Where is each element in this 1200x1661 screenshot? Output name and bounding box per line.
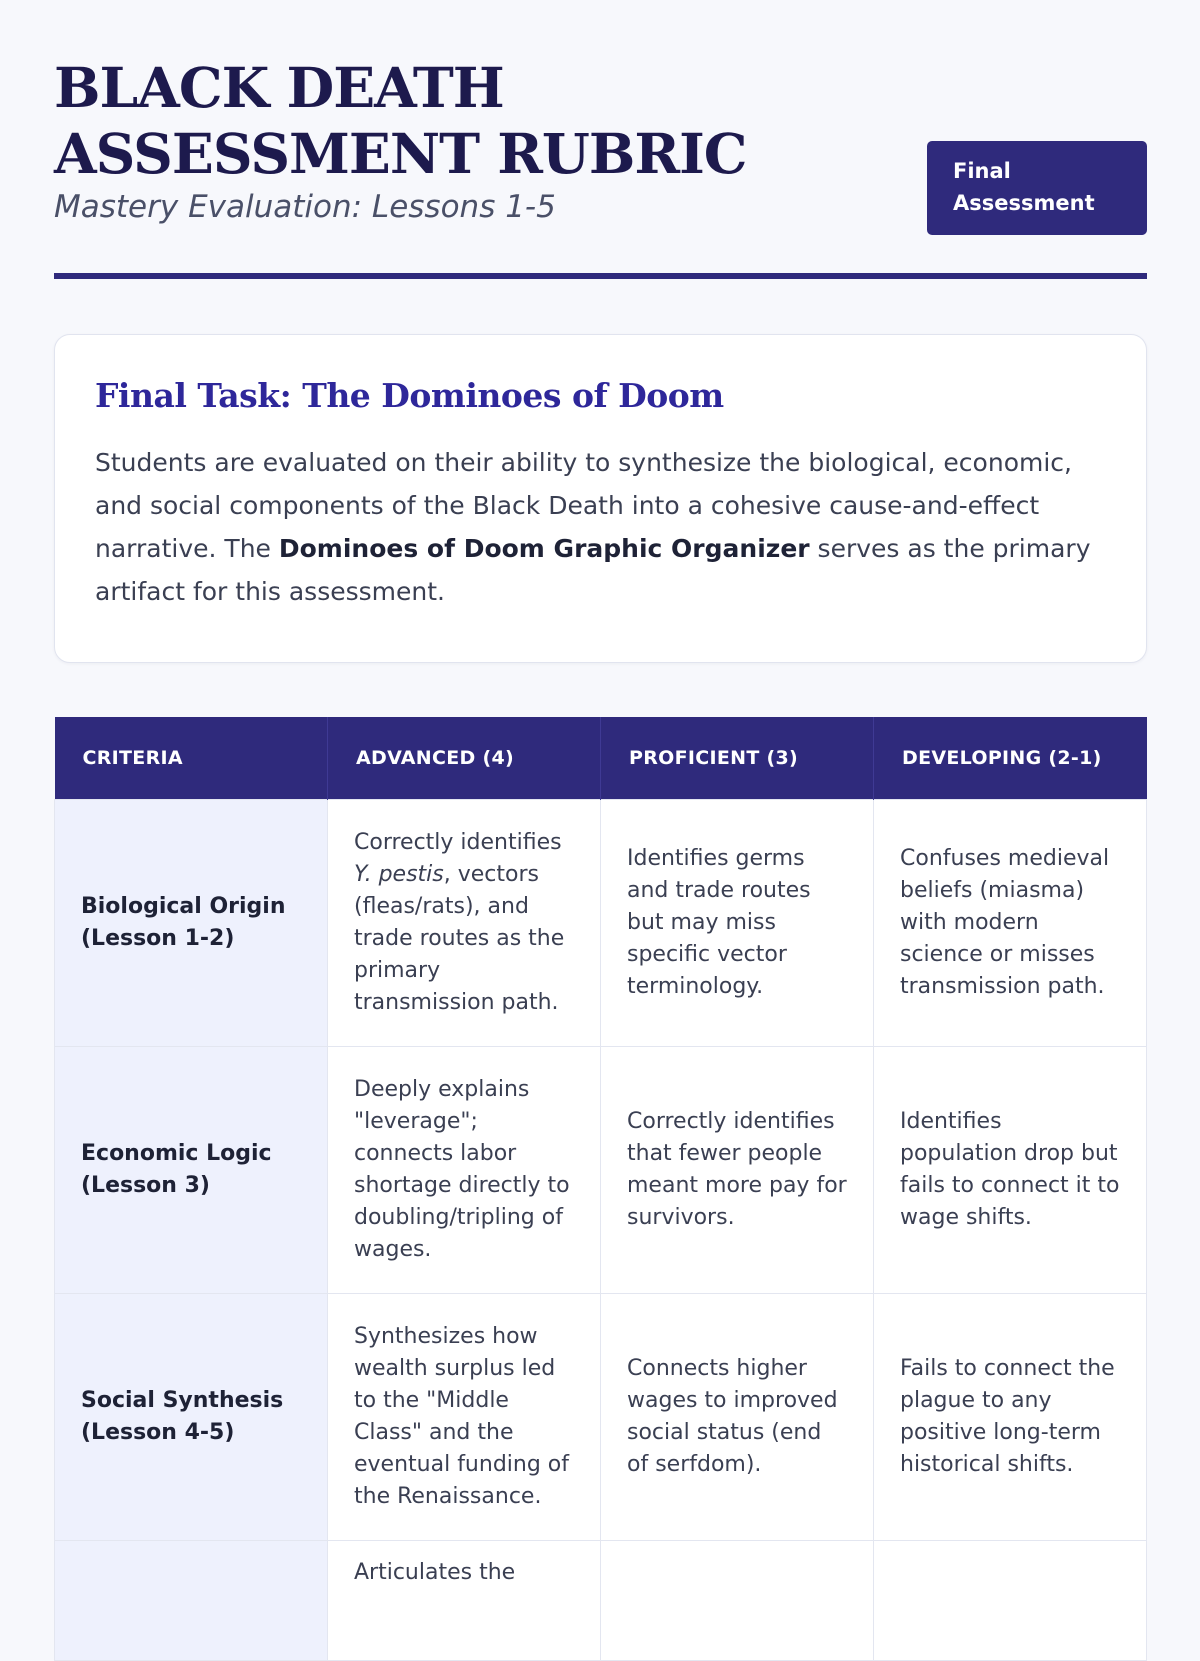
advanced-cell: Synthesizes how wealth surplus led to the "Middle Class" and the eventual funding of the Renaissance.	[328, 1293, 601, 1540]
criteria-name: Biological Origin	[81, 893, 286, 919]
header-proficient: PROFICIENT (3)	[601, 717, 874, 799]
header-divider	[54, 273, 1147, 279]
task-description	[95, 441, 1106, 613]
criteria-cell	[55, 1293, 328, 1540]
advanced-cell: Deeply explains "leverage"; connects labor shortage directly to doubling/tripling of wages.	[328, 1046, 601, 1293]
developing-cell: Fails to connect the plague to any positive long-term historical shifts.	[874, 1293, 1147, 1540]
table-row	[55, 1046, 1147, 1293]
advanced-text-after: , vectors (fleas/rats), and trade routes as the primary transmission path.	[354, 861, 565, 1015]
advanced-text-italic: Y. pestis	[354, 861, 444, 887]
developing-cell	[874, 1540, 1147, 1660]
advanced-cell	[328, 799, 601, 1046]
criteria-cell	[55, 1046, 328, 1293]
task-text-bold: Dominoes of Doom Graphic Organizer	[278, 534, 810, 563]
header-advanced: ADVANCED (4)	[328, 717, 601, 799]
criteria-lesson: (Lesson 3)	[81, 1172, 210, 1198]
table-row	[55, 799, 1147, 1046]
page-subtitle: Mastery Evaluation: Lessons 1-5	[54, 189, 556, 225]
page-title: BLACK DEATH ASSESSMENT RUBRIC	[54, 55, 747, 186]
criteria-cell	[55, 799, 328, 1046]
proficient-cell	[601, 1540, 874, 1660]
task-card	[54, 334, 1147, 663]
advanced-text-before: Correctly identifies	[354, 829, 562, 855]
developing-cell: Confuses medieval beliefs (miasma) with modern science or misses transmission path.	[874, 799, 1147, 1046]
header-developing: DEVELOPING (2-1)	[874, 717, 1147, 799]
advanced-cell: Articulates the	[328, 1540, 601, 1660]
table-row	[55, 1293, 1147, 1540]
rubric-table	[54, 717, 1147, 1661]
final-assessment-badge: Final Assessment	[927, 141, 1147, 235]
proficient-cell: Connects higher wages to improved social status (end of serfdom).	[601, 1293, 874, 1540]
task-title: Final Task: The Dominoes of Doom	[95, 376, 724, 415]
page-header	[54, 55, 1147, 225]
developing-cell: Identifies population drop but fails to connect it to wage shifts.	[874, 1046, 1147, 1293]
criteria-lesson: (Lesson 4-5)	[81, 1419, 235, 1445]
table-row	[55, 1540, 1147, 1660]
criteria-name: Economic Logic	[81, 1140, 272, 1166]
criteria-cell	[55, 1540, 328, 1660]
rubric-header-row	[55, 717, 1147, 799]
proficient-cell: Correctly identifies that fewer people meant more pay for survivors.	[601, 1046, 874, 1293]
header-criteria: CRITERIA	[55, 717, 328, 799]
proficient-cell: Identifies germs and trade routes but may miss specific vector terminology.	[601, 799, 874, 1046]
criteria-lesson: (Lesson 1-2)	[81, 925, 235, 951]
criteria-name: Social Synthesis	[81, 1387, 284, 1413]
task-text-after: serves as the primary artifact for this assessment.	[95, 534, 1091, 606]
task-text-before: Students are evaluated on their ability to synthesize the biological, economic, and social components of the Black Death into a cohesive cause-and-effect narrative. The	[95, 448, 1072, 563]
